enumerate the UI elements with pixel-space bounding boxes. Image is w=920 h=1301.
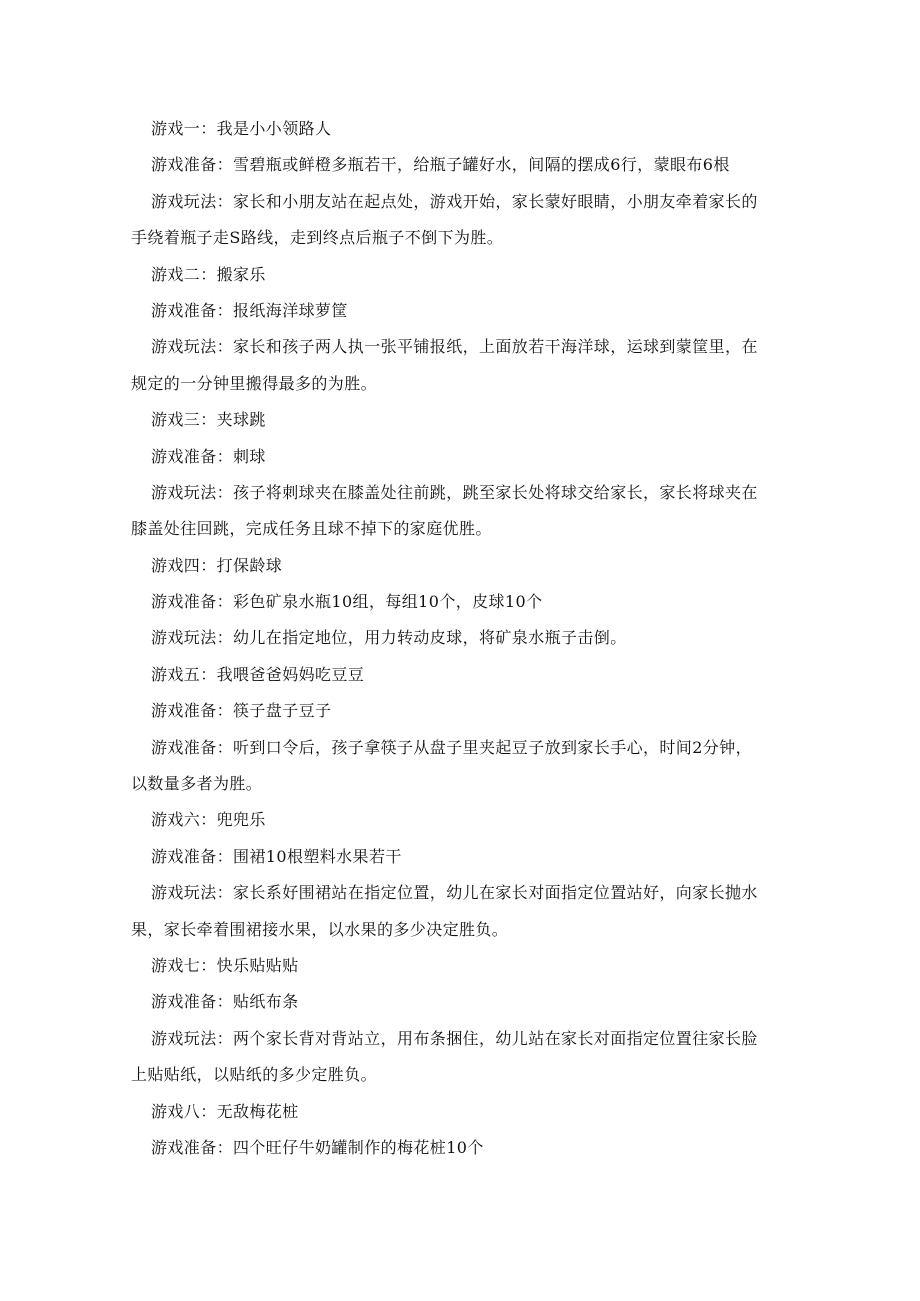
- document-body: [131, 111, 791, 1166]
- paragraph-continuation-line: 膝盖处往回跳，完成任务且球不掉下的家庭优胜。: [131, 519, 492, 539]
- paragraph-line: 游戏四：打保龄球: [151, 555, 283, 575]
- paragraph-line: 游戏三：夹球跳: [151, 410, 266, 430]
- paragraph-continuation-line: 上贴贴纸，以贴纸的多少定胜负。: [131, 1065, 378, 1085]
- paragraph-line: 游戏准备：四个旺仔牛奶罐制作的梅花桩10个: [151, 1137, 484, 1157]
- paragraph-line: 游戏六：兜兜乐: [151, 810, 266, 830]
- paragraph-line: 游戏准备：报纸海洋球萝筐: [151, 300, 348, 320]
- paragraph-continuation-line: 规定的一分钟里搬得最多的为胜。: [131, 373, 378, 393]
- paragraph-line: 游戏一：我是小小领路人: [151, 119, 332, 138]
- paragraph-line: 游戏准备：围裙10根塑料水果若干: [151, 846, 402, 866]
- paragraph-line: 游戏玩法：家长系好围裙站在指定位置，幼儿在家长对面指定位置站好，向家长抛水: [151, 883, 758, 903]
- paragraph-continuation-line: 以数量多者为胜。: [131, 774, 263, 794]
- paragraph-line: 游戏五：我喂爸爸妈妈吃豆豆: [151, 664, 365, 684]
- paragraph-line: 游戏七：快乐贴贴贴: [151, 955, 299, 975]
- paragraph-line: 游戏准备：刺球: [151, 446, 266, 466]
- paragraph-line: 游戏玩法：家长和孩子两人执一张平铺报纸，上面放若干海洋球，运球到蒙筐里，在: [151, 337, 758, 357]
- paragraph-line: 游戏玩法：家长和小朋友站在起点处，游戏开始，家长蒙好眼睛，小朋友牵着家长的: [151, 191, 758, 211]
- paragraph-continuation-line: 果，家长牵着围裙接水果，以水果的多少决定胜负。: [131, 919, 509, 939]
- paragraph-line: 游戏二：搬家乐: [151, 264, 266, 284]
- paragraph-line: 游戏玩法：孩子将刺球夹在膝盖处往前跳，跳至家长处将球交给家长，家长将球夹在: [151, 482, 758, 502]
- paragraph-line: 游戏玩法：两个家长背对背站立，用布条捆住，幼儿站在家长对面指定位置往家长脸: [151, 1028, 758, 1048]
- paragraph-line: 游戏准备：贴纸布条: [151, 992, 299, 1012]
- paragraph-line: 游戏玩法：幼儿在指定地位，用力转动皮球，将矿泉水瓶子击倒。: [151, 628, 627, 648]
- paragraph-line: 游戏准备：听到口令后，孩子拿筷子从盘子里夹起豆子放到家长手心，时间2分钟，: [151, 737, 752, 757]
- paragraph-line: 游戏准备：彩色矿泉水瓶10组，每组10个，皮球10个: [151, 592, 543, 612]
- paragraph-line: 游戏准备：筷子盘子豆子: [151, 701, 332, 721]
- paragraph-line: 游戏八：无敌梅花桩: [151, 1101, 299, 1121]
- paragraph-line: 游戏准备：雪碧瓶或鲜橙多瓶若干，给瓶子罐好水，间隔的摆成6行，蒙眼布6根: [151, 155, 730, 175]
- paragraph-continuation-line: 手绕着瓶子走S路线，走到终点后瓶子不倒下为胜。: [131, 228, 504, 248]
